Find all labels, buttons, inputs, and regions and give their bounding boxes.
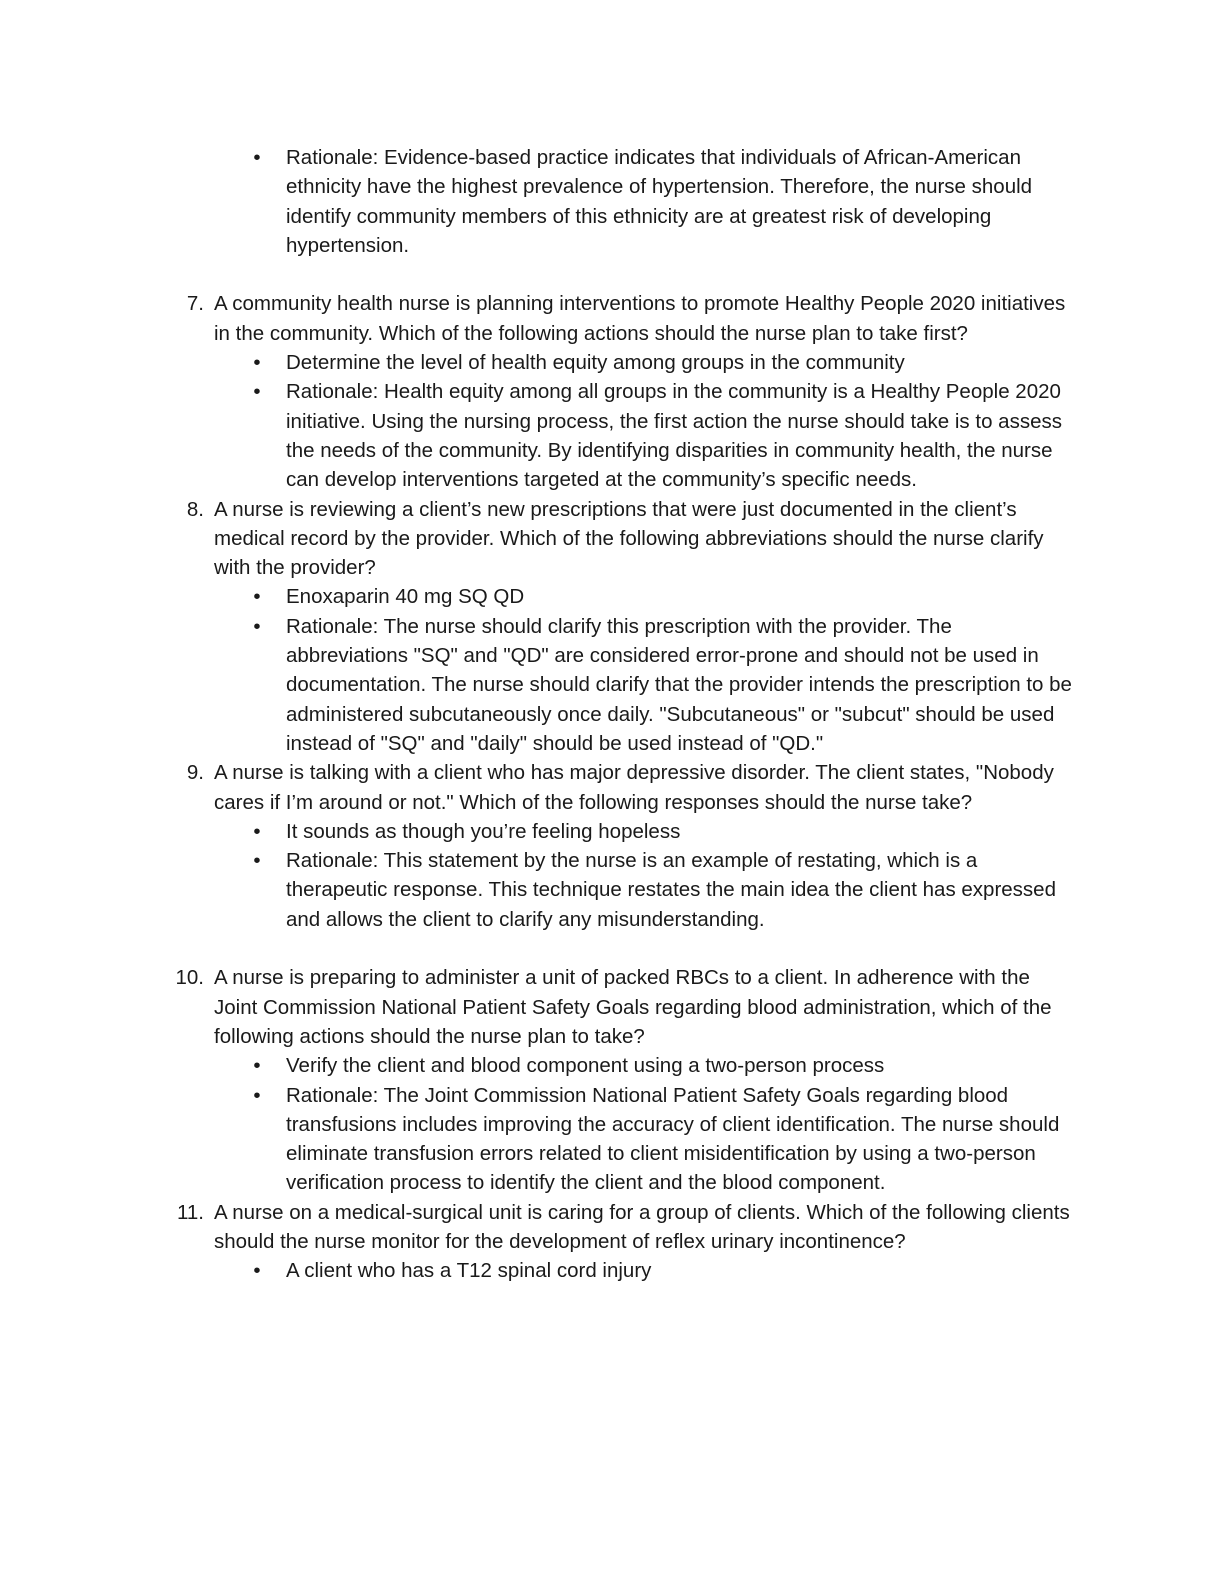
bullet-text: Rationale: The Joint Commission National Patient Safety Goals regarding blood transfusions includes improving the accuracy of client identification. The nurse should eliminate transfusion errors related to client misidentification by using a two-person verification process to identify the client and the blood component. <box>286 1083 1060 1195</box>
rationale-text <box>0 377 1076 494</box>
bullet-text: Rationale: Evidence-based practice indicates that individuals of African-American ethnicity have the highest prevalence of hypertension. Therefore, the nurse should identify community members of this ethnicity are at greatest risk of developing hypertension. <box>286 146 1033 257</box>
answer-option <box>0 1256 1076 1285</box>
bullet-icon: • <box>253 585 261 609</box>
bullet-icon: • <box>253 849 261 873</box>
bullet-icon: • <box>253 1083 261 1107</box>
question-number: 11. <box>177 1200 204 1224</box>
bullet-icon: • <box>253 1259 261 1283</box>
bullet-list <box>0 348 1224 494</box>
rationale-text <box>0 846 1076 934</box>
bullet-list <box>0 817 1224 934</box>
bullet-text: Rationale: This statement by the nurse is an example of restating, which is a therapeutic response. This technique restates the main idea the client has expressed and allows the client to clarify any misunderstanding. <box>286 849 1056 931</box>
rationale-text <box>0 143 1076 260</box>
document-body <box>0 143 1224 1286</box>
question-stem: A nurse is reviewing a client’s new prescriptions that were just documented in the client’s medical record by the provider. Which of the following abbreviations should the nurse clarify with the provider? <box>214 497 1044 580</box>
question-number: 9. <box>186 761 204 785</box>
bullet-text: Rationale: Health equity among all groups in the community is a Healthy People 2020 initiative. Using the nursing process, the first action the nurse should take is to assess the needs of the community. By identifying disparities in community health, the nurse can develop interventions targeted at the community’s specific needs. <box>286 380 1062 492</box>
question-number: 10. <box>175 966 204 990</box>
bullet-text: It sounds as though you’re feeling hopeless <box>286 819 681 843</box>
bullet-list <box>0 1051 1224 1197</box>
bullet-list <box>0 143 1224 260</box>
bullet-text: A client who has a T12 spinal cord injury <box>286 1259 652 1283</box>
bullet-list <box>0 1256 1224 1285</box>
question-stem: A nurse on a medical-surgical unit is caring for a group of clients. Which of the following clients should the nurse monitor for the development of reflex urinary incontinence? <box>214 1200 1070 1253</box>
paragraph-spacer <box>0 260 1224 289</box>
rationale-text <box>0 1081 1076 1198</box>
answer-option <box>0 1051 1076 1080</box>
question-item <box>0 758 1074 817</box>
question-stem: A nurse is talking with a client who has major depressive disorder. The client states, "Nobody cares if I’m around or not." Which of the following responses should the nurse take? <box>214 761 1054 814</box>
bullet-icon: • <box>253 146 261 169</box>
bullet-icon: • <box>253 819 261 843</box>
answer-option <box>0 348 1076 377</box>
paragraph-spacer <box>0 934 1224 963</box>
question-stem: A community health nurse is planning interventions to promote Healthy People 2020 initiatives in the community. Which of the following actions should the nurse plan to take first? <box>214 292 1066 345</box>
question-number: 8. <box>186 497 204 521</box>
answer-option <box>0 582 1076 611</box>
bullet-icon: • <box>253 614 261 638</box>
bullet-text: Enoxaparin 40 mg SQ QD <box>286 585 525 609</box>
bullet-icon: • <box>253 380 261 404</box>
answer-option <box>0 817 1076 846</box>
question-item <box>0 1198 1074 1257</box>
question-item <box>0 963 1074 1051</box>
question-item <box>0 495 1074 583</box>
question-number: 7. <box>186 292 204 316</box>
question-item <box>0 289 1074 348</box>
bullet-text: Rationale: The nurse should clarify this prescription with the provider. The abbreviations "SQ" and "QD" are considered error-prone and should not be used in documentation. The nurse should clarify that the provider intends the prescription to be administered subcutaneously once daily. "Subcutaneous" or "subcut" should be used instead of "SQ" and "daily" should be used instead of "QD." <box>286 614 1072 755</box>
bullet-icon: • <box>253 1054 261 1078</box>
rationale-text <box>0 612 1076 758</box>
question-stem: A nurse is preparing to administer a unit of packed RBCs to a client. In adherence with the Joint Commission National Patient Safety Goals regarding blood administration, which of the following actions should the nurse plan to take? <box>214 966 1052 1048</box>
bullet-text: Verify the client and blood component using a two-person process <box>286 1054 885 1078</box>
bullet-icon: • <box>253 351 261 375</box>
bullet-text: Determine the level of health equity among groups in the community <box>286 351 905 375</box>
bullet-list <box>0 582 1224 758</box>
